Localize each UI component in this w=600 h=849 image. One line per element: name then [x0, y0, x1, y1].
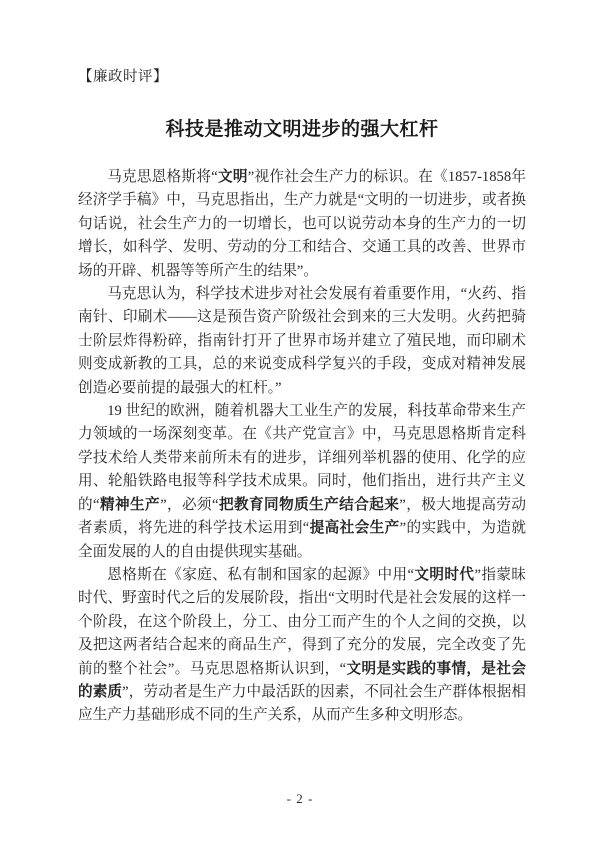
- body-paragraph: [78, 564, 526, 728]
- paragraph-text: ”指蒙昧时代、野蛮时代之后的发展阶段，指出“文明时代是社会发展的这样一个阶段，在这个阶段上，分工、由分工而产生的个人之间的交换，以及把这两者结合起来的商品生产，得到了充分的发展，完全改变了先前的整个社会”。马克思恩格斯认识到，“: [78, 566, 526, 677]
- paragraph-text: ”，极大地提高劳动者素质，将先进的科学技术运用到“: [78, 496, 526, 537]
- paragraph-text: 马克思恩格斯将“: [107, 169, 218, 185]
- category-label: 【廉政时评】: [78, 69, 168, 85]
- paragraph-text: ”的实践中，为造就全面发展的人的自由提供现实基础。: [78, 520, 526, 560]
- body-paragraph: [78, 166, 526, 283]
- emphasized-text: 把教育同物质生产结合起来: [218, 496, 400, 513]
- body-paragraph: [78, 400, 526, 564]
- emphasized-text: 精神生产: [99, 496, 161, 513]
- emphasized-text: 文明: [217, 169, 248, 185]
- body-paragraph: [78, 283, 526, 400]
- page-number: - 2 -: [286, 791, 314, 806]
- emphasized-text: 文明是实践的事情，是社会的素质: [78, 660, 526, 700]
- article-body: [78, 166, 526, 728]
- paragraph-text: 恩格斯在《家庭、私有制和国家的起源》中用“: [107, 566, 414, 583]
- emphasized-text: 提高社会生产: [309, 520, 400, 537]
- emphasized-text: 文明时代: [413, 566, 475, 583]
- paragraph-text: 马克思认为，科学技术进步对社会发展有着重要作用，“火药、指南针、印刷术——这是预告资产阶级社会到来的三大发明。火药把骑士阶层炸得粉碎，指南针打开了世界市场并建立了殖民地，而印刷术则变成新教的工具，总的来说变成科学复兴的手段，变成对精神发展创造必要前提的最强大的杠杆。”: [78, 286, 526, 396]
- article-title: 科技是推动文明进步的强大杠杆: [165, 119, 439, 140]
- paragraph-text: ”，劳动者是生产力中最活跃的因素，不同社会生产群体根据相应生产力基础形成不同的生产关系，从而产生多种文明形态。: [78, 683, 526, 724]
- paragraph-text: 19 世纪的欧洲，随着机器大工业生产的发展，科技革命带来生产力领域的一场深刻变革。在《共产党宣言》中，马克思恩格斯肯定科学技术给人类带来前所未有的进步，详细列举机器的使用、化学的应用、轮船铁路电报等科学技术成果。同时，他们指出，进行共产主义的“: [78, 403, 526, 513]
- paragraph-text: ”，必须“: [160, 496, 219, 513]
- paragraph-text: ”视作社会生产力的标识。在《1857-1858年经济学手稿》中，马克思指出，生产力就是“文明的一切进步，或者换句话说，社会生产力的一切增长，也可以说劳动本身的生产力的一切增长，如科学、发明、劳动的分工和结合、交通工具的改善、世界市场的开辟、机器等等所产生的结果”。: [78, 169, 526, 279]
